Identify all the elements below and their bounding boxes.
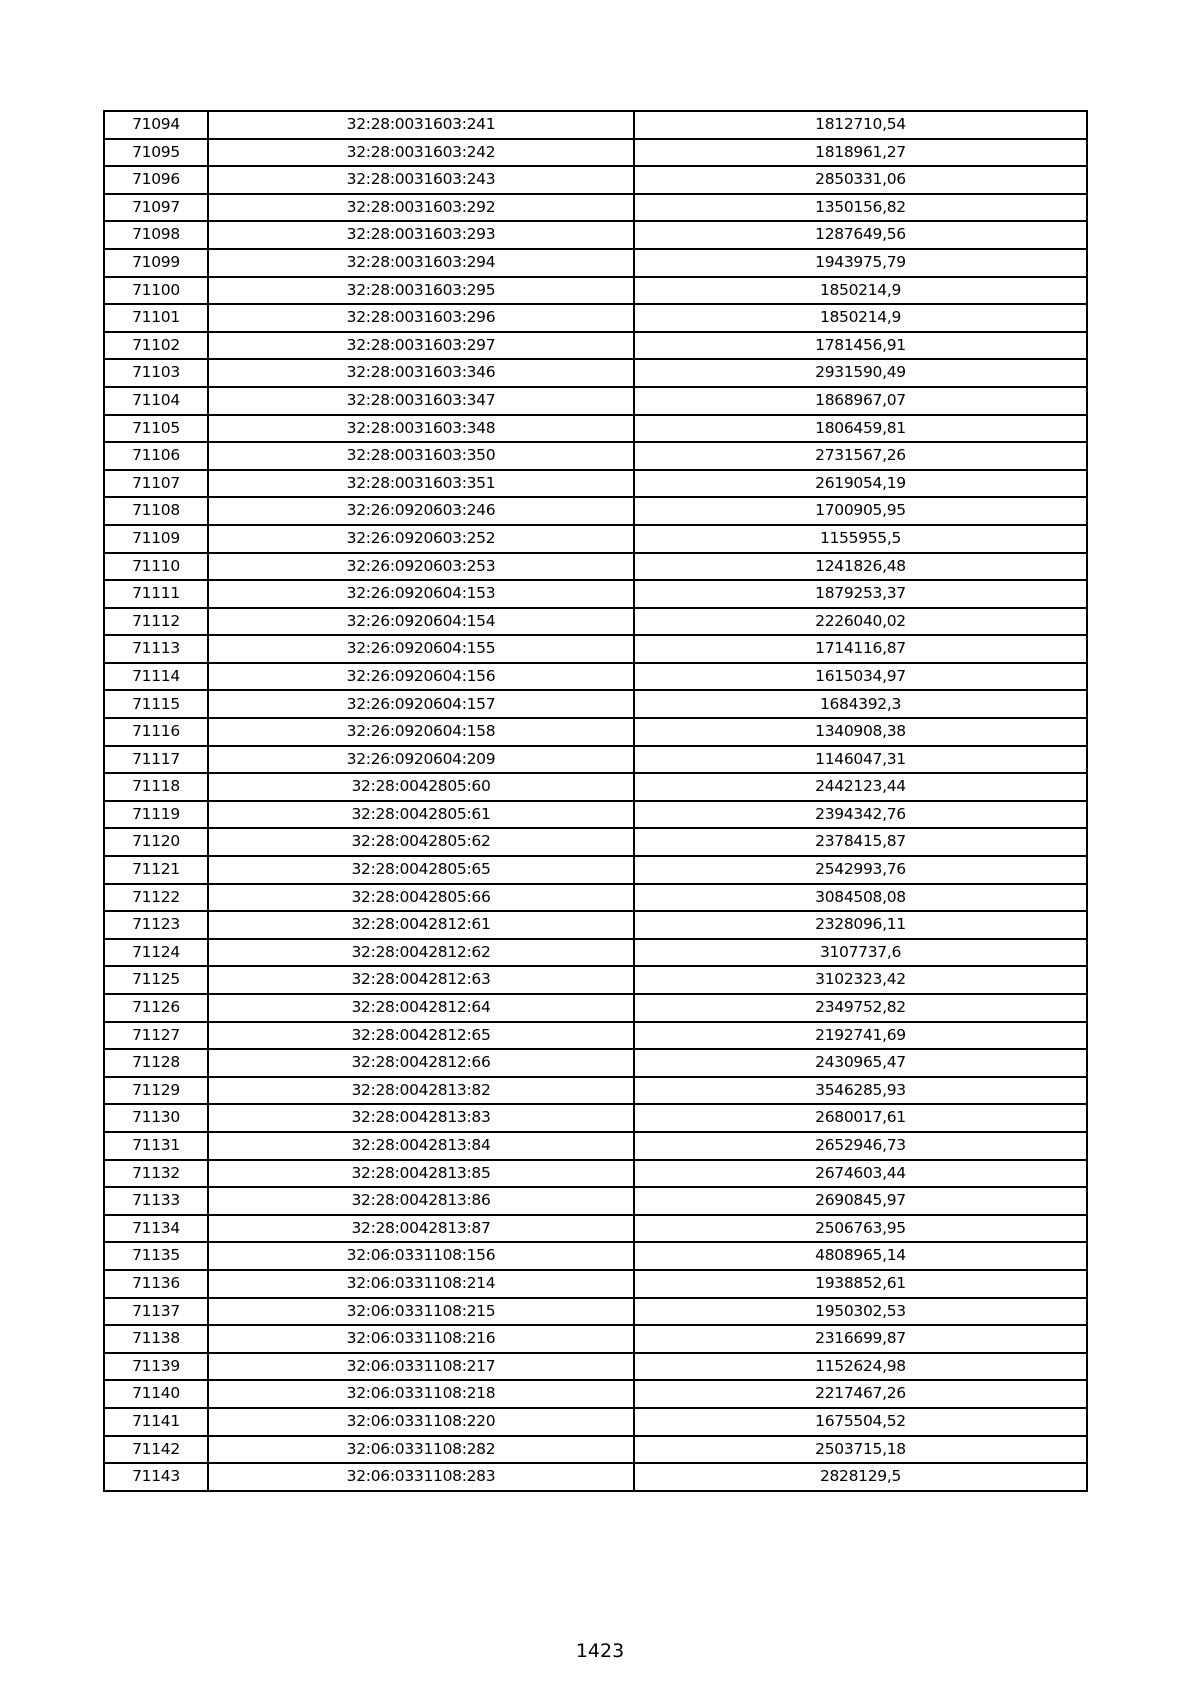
table-row	[104, 1325, 1087, 1353]
table-row	[104, 1187, 1087, 1215]
table-row	[104, 580, 1087, 608]
row-number-cell: 71094	[104, 111, 208, 139]
row-number-cell: 71127	[104, 1022, 208, 1050]
cadastral-value-cell: 2430965,47	[634, 1049, 1087, 1077]
table-row	[104, 1298, 1087, 1326]
row-number-cell: 71102	[104, 332, 208, 360]
row-number-cell: 71110	[104, 553, 208, 581]
cadastral-number-cell: 32:06:0331108:216	[208, 1325, 634, 1353]
cadastral-number-cell: 32:28:0031603:241	[208, 111, 634, 139]
cadastral-value-cell: 2652946,73	[634, 1132, 1087, 1160]
cadastral-value-cell: 1818961,27	[634, 139, 1087, 167]
cadastral-number-cell: 32:28:0031603:292	[208, 194, 634, 222]
cadastral-value-cell: 1850214,9	[634, 277, 1087, 305]
table-row	[104, 553, 1087, 581]
cadastral-value-cell: 2349752,82	[634, 994, 1087, 1022]
cadastral-value-cell: 2680017,61	[634, 1104, 1087, 1132]
row-number-cell: 71105	[104, 415, 208, 443]
table-row	[104, 304, 1087, 332]
cadastral-value-cell: 1350156,82	[634, 194, 1087, 222]
cadastral-value-cell: 1152624,98	[634, 1353, 1087, 1381]
cadastral-number-cell: 32:28:0031603:296	[208, 304, 634, 332]
cadastral-value-cell: 2442123,44	[634, 773, 1087, 801]
row-number-cell: 71133	[104, 1187, 208, 1215]
cadastral-value-cell: 1806459,81	[634, 415, 1087, 443]
table-row	[104, 497, 1087, 525]
row-number-cell: 71118	[104, 773, 208, 801]
row-number-cell: 71122	[104, 884, 208, 912]
cadastral-number-cell: 32:28:0031603:294	[208, 249, 634, 277]
row-number-cell: 71095	[104, 139, 208, 167]
cadastral-value-cell: 2217467,26	[634, 1380, 1087, 1408]
cadastral-number-cell: 32:26:0920603:253	[208, 553, 634, 581]
table-row	[104, 1353, 1087, 1381]
cadastral-number-cell: 32:06:0331108:282	[208, 1436, 634, 1464]
table-row	[104, 608, 1087, 636]
cadastral-number-cell: 32:28:0042812:66	[208, 1049, 634, 1077]
table-row	[104, 1215, 1087, 1243]
cadastral-number-cell: 32:06:0331108:156	[208, 1242, 634, 1270]
table-row	[104, 939, 1087, 967]
cadastral-value-cell: 1781456,91	[634, 332, 1087, 360]
cadastral-value-cell: 2503715,18	[634, 1436, 1087, 1464]
cadastral-number-cell: 32:06:0331108:218	[208, 1380, 634, 1408]
row-number-cell: 71113	[104, 635, 208, 663]
row-number-cell: 71136	[104, 1270, 208, 1298]
cadastral-number-cell: 32:06:0331108:214	[208, 1270, 634, 1298]
cadastral-number-cell: 32:06:0331108:283	[208, 1463, 634, 1491]
cadastral-number-cell: 32:26:0920604:157	[208, 690, 634, 718]
row-number-cell: 71100	[104, 277, 208, 305]
cadastral-number-cell: 32:28:0042805:65	[208, 856, 634, 884]
cadastral-number-cell: 32:26:0920604:153	[208, 580, 634, 608]
cadastral-number-cell: 32:28:0042813:85	[208, 1160, 634, 1188]
row-number-cell: 71124	[104, 939, 208, 967]
cadastral-number-cell: 32:28:0042813:83	[208, 1104, 634, 1132]
cadastral-value-cell: 2542993,76	[634, 856, 1087, 884]
cadastral-value-cell: 1684392,3	[634, 690, 1087, 718]
cadastral-number-cell: 32:28:0042805:62	[208, 828, 634, 856]
table-row	[104, 470, 1087, 498]
row-number-cell: 71121	[104, 856, 208, 884]
cadastral-number-cell: 32:28:0042805:66	[208, 884, 634, 912]
cadastral-value-cell: 1241826,48	[634, 553, 1087, 581]
cadastral-number-cell: 32:28:0042813:84	[208, 1132, 634, 1160]
cadastral-value-cell: 2931590,49	[634, 359, 1087, 387]
cadastral-number-cell: 32:26:0920604:209	[208, 746, 634, 774]
row-number-cell: 71115	[104, 690, 208, 718]
cadastral-value-cell: 1287649,56	[634, 221, 1087, 249]
table-row	[104, 194, 1087, 222]
cadastral-number-cell: 32:06:0331108:217	[208, 1353, 634, 1381]
cadastral-number-cell: 32:28:0031603:350	[208, 442, 634, 470]
cadastral-value-cell: 1340908,38	[634, 718, 1087, 746]
cadastral-value-cell: 1950302,53	[634, 1298, 1087, 1326]
row-number-cell: 71103	[104, 359, 208, 387]
row-number-cell: 71097	[104, 194, 208, 222]
row-number-cell: 71119	[104, 801, 208, 829]
row-number-cell: 71109	[104, 525, 208, 553]
table-row	[104, 1436, 1087, 1464]
cadastral-number-cell: 32:26:0920604:156	[208, 663, 634, 691]
cadastral-value-cell: 1155955,5	[634, 525, 1087, 553]
table-row	[104, 746, 1087, 774]
row-number-cell: 71108	[104, 497, 208, 525]
row-number-cell: 71120	[104, 828, 208, 856]
row-number-cell: 71139	[104, 1353, 208, 1381]
cadastral-number-cell: 32:28:0031603:348	[208, 415, 634, 443]
row-number-cell: 71101	[104, 304, 208, 332]
cadastral-value-cell: 2316699,87	[634, 1325, 1087, 1353]
row-number-cell: 71125	[104, 966, 208, 994]
row-number-cell: 71112	[104, 608, 208, 636]
cadastral-value-cell: 4808965,14	[634, 1242, 1087, 1270]
table-row	[104, 277, 1087, 305]
cadastral-value-cell: 1868967,07	[634, 387, 1087, 415]
table-row	[104, 1077, 1087, 1105]
cadastral-value-cell: 1812710,54	[634, 111, 1087, 139]
cadastral-value-cell: 2226040,02	[634, 608, 1087, 636]
table-row	[104, 1049, 1087, 1077]
table-row	[104, 1242, 1087, 1270]
cadastral-number-cell: 32:28:0042812:63	[208, 966, 634, 994]
cadastral-number-cell: 32:26:0920604:158	[208, 718, 634, 746]
cadastral-value-cell: 2690845,97	[634, 1187, 1087, 1215]
cadastral-number-cell: 32:28:0042805:61	[208, 801, 634, 829]
table-row	[104, 663, 1087, 691]
cadastral-value-cell: 2731567,26	[634, 442, 1087, 470]
cadastral-value-cell: 2328096,11	[634, 911, 1087, 939]
cadastral-value-cell: 1615034,97	[634, 663, 1087, 691]
row-number-cell: 71141	[104, 1408, 208, 1436]
row-number-cell: 71131	[104, 1132, 208, 1160]
row-number-cell: 71106	[104, 442, 208, 470]
table-row	[104, 139, 1087, 167]
cadastral-value-cell: 2378415,87	[634, 828, 1087, 856]
table-body	[104, 111, 1087, 1491]
row-number-cell: 71099	[104, 249, 208, 277]
row-number-cell: 71140	[104, 1380, 208, 1408]
row-number-cell: 71096	[104, 166, 208, 194]
table-row	[104, 966, 1087, 994]
cadastral-number-cell: 32:28:0042812:65	[208, 1022, 634, 1050]
row-number-cell: 71114	[104, 663, 208, 691]
table-row	[104, 111, 1087, 139]
row-number-cell: 71107	[104, 470, 208, 498]
cadastral-number-cell: 32:28:0042805:60	[208, 773, 634, 801]
row-number-cell: 71143	[104, 1463, 208, 1491]
table-row	[104, 635, 1087, 663]
cadastral-value-cell: 1700905,95	[634, 497, 1087, 525]
cadastral-number-cell: 32:28:0042813:87	[208, 1215, 634, 1243]
row-number-cell: 71098	[104, 221, 208, 249]
cadastral-value-cell: 3546285,93	[634, 1077, 1087, 1105]
row-number-cell: 71104	[104, 387, 208, 415]
table-row	[104, 1132, 1087, 1160]
cadastral-number-cell: 32:06:0331108:220	[208, 1408, 634, 1436]
table-row	[104, 415, 1087, 443]
table-row	[104, 1022, 1087, 1050]
row-number-cell: 71111	[104, 580, 208, 608]
table-row	[104, 1380, 1087, 1408]
table-row	[104, 166, 1087, 194]
cadastral-value-cell: 1675504,52	[634, 1408, 1087, 1436]
table-row	[104, 525, 1087, 553]
cadastral-value-cell: 2850331,06	[634, 166, 1087, 194]
table-row	[104, 1408, 1087, 1436]
row-number-cell: 71134	[104, 1215, 208, 1243]
cadastral-number-cell: 32:28:0042812:61	[208, 911, 634, 939]
row-number-cell: 71138	[104, 1325, 208, 1353]
row-number-cell: 71123	[104, 911, 208, 939]
table-row	[104, 1160, 1087, 1188]
table-row	[104, 1270, 1087, 1298]
table-row	[104, 332, 1087, 360]
row-number-cell: 71135	[104, 1242, 208, 1270]
cadastral-value-table	[103, 110, 1088, 1492]
cadastral-value-cell: 1146047,31	[634, 746, 1087, 774]
cadastral-value-cell: 2192741,69	[634, 1022, 1087, 1050]
table-row	[104, 690, 1087, 718]
table-row	[104, 221, 1087, 249]
row-number-cell: 71129	[104, 1077, 208, 1105]
cadastral-number-cell: 32:06:0331108:215	[208, 1298, 634, 1326]
table-row	[104, 828, 1087, 856]
cadastral-value-cell: 1943975,79	[634, 249, 1087, 277]
row-number-cell: 71132	[104, 1160, 208, 1188]
cadastral-number-cell: 32:28:0031603:242	[208, 139, 634, 167]
table-row	[104, 801, 1087, 829]
cadastral-value-cell: 1714116,87	[634, 635, 1087, 663]
cadastral-number-cell: 32:28:0031603:295	[208, 277, 634, 305]
table-row	[104, 387, 1087, 415]
cadastral-value-cell: 2506763,95	[634, 1215, 1087, 1243]
table-row	[104, 884, 1087, 912]
table-row	[104, 442, 1087, 470]
row-number-cell: 71128	[104, 1049, 208, 1077]
cadastral-number-cell: 32:28:0042813:82	[208, 1077, 634, 1105]
cadastral-number-cell: 32:26:0920604:155	[208, 635, 634, 663]
cadastral-number-cell: 32:28:0031603:293	[208, 221, 634, 249]
row-number-cell: 71116	[104, 718, 208, 746]
row-number-cell: 71142	[104, 1436, 208, 1464]
table-row	[104, 1104, 1087, 1132]
cadastral-value-cell: 3084508,08	[634, 884, 1087, 912]
cadastral-number-cell: 32:28:0042812:64	[208, 994, 634, 1022]
table-row	[104, 718, 1087, 746]
cadastral-number-cell: 32:28:0031603:346	[208, 359, 634, 387]
table-row	[104, 773, 1087, 801]
cadastral-number-cell: 32:26:0920604:154	[208, 608, 634, 636]
cadastral-number-cell: 32:28:0031603:351	[208, 470, 634, 498]
row-number-cell: 71137	[104, 1298, 208, 1326]
cadastral-value-cell: 2394342,76	[634, 801, 1087, 829]
cadastral-value-cell: 1938852,61	[634, 1270, 1087, 1298]
row-number-cell: 71126	[104, 994, 208, 1022]
row-number-cell: 71117	[104, 746, 208, 774]
cadastral-value-cell: 3102323,42	[634, 966, 1087, 994]
cadastral-number-cell: 32:26:0920603:246	[208, 497, 634, 525]
cadastral-number-cell: 32:28:0031603:243	[208, 166, 634, 194]
cadastral-value-cell: 3107737,6	[634, 939, 1087, 967]
cadastral-number-cell: 32:28:0042813:86	[208, 1187, 634, 1215]
cadastral-value-cell: 2674603,44	[634, 1160, 1087, 1188]
cadastral-value-cell: 2619054,19	[634, 470, 1087, 498]
cadastral-value-cell: 2828129,5	[634, 1463, 1087, 1491]
table-row	[104, 856, 1087, 884]
table-row	[104, 359, 1087, 387]
table-row	[104, 994, 1087, 1022]
table-row	[104, 1463, 1087, 1491]
cadastral-number-cell: 32:28:0031603:297	[208, 332, 634, 360]
cadastral-value-cell: 1879253,37	[634, 580, 1087, 608]
cadastral-value-cell: 1850214,9	[634, 304, 1087, 332]
table-row	[104, 911, 1087, 939]
cadastral-number-cell: 32:26:0920603:252	[208, 525, 634, 553]
cadastral-number-cell: 32:28:0042812:62	[208, 939, 634, 967]
table-row	[104, 249, 1087, 277]
cadastral-number-cell: 32:28:0031603:347	[208, 387, 634, 415]
page-number: 1423	[575, 1640, 625, 1662]
row-number-cell: 71130	[104, 1104, 208, 1132]
